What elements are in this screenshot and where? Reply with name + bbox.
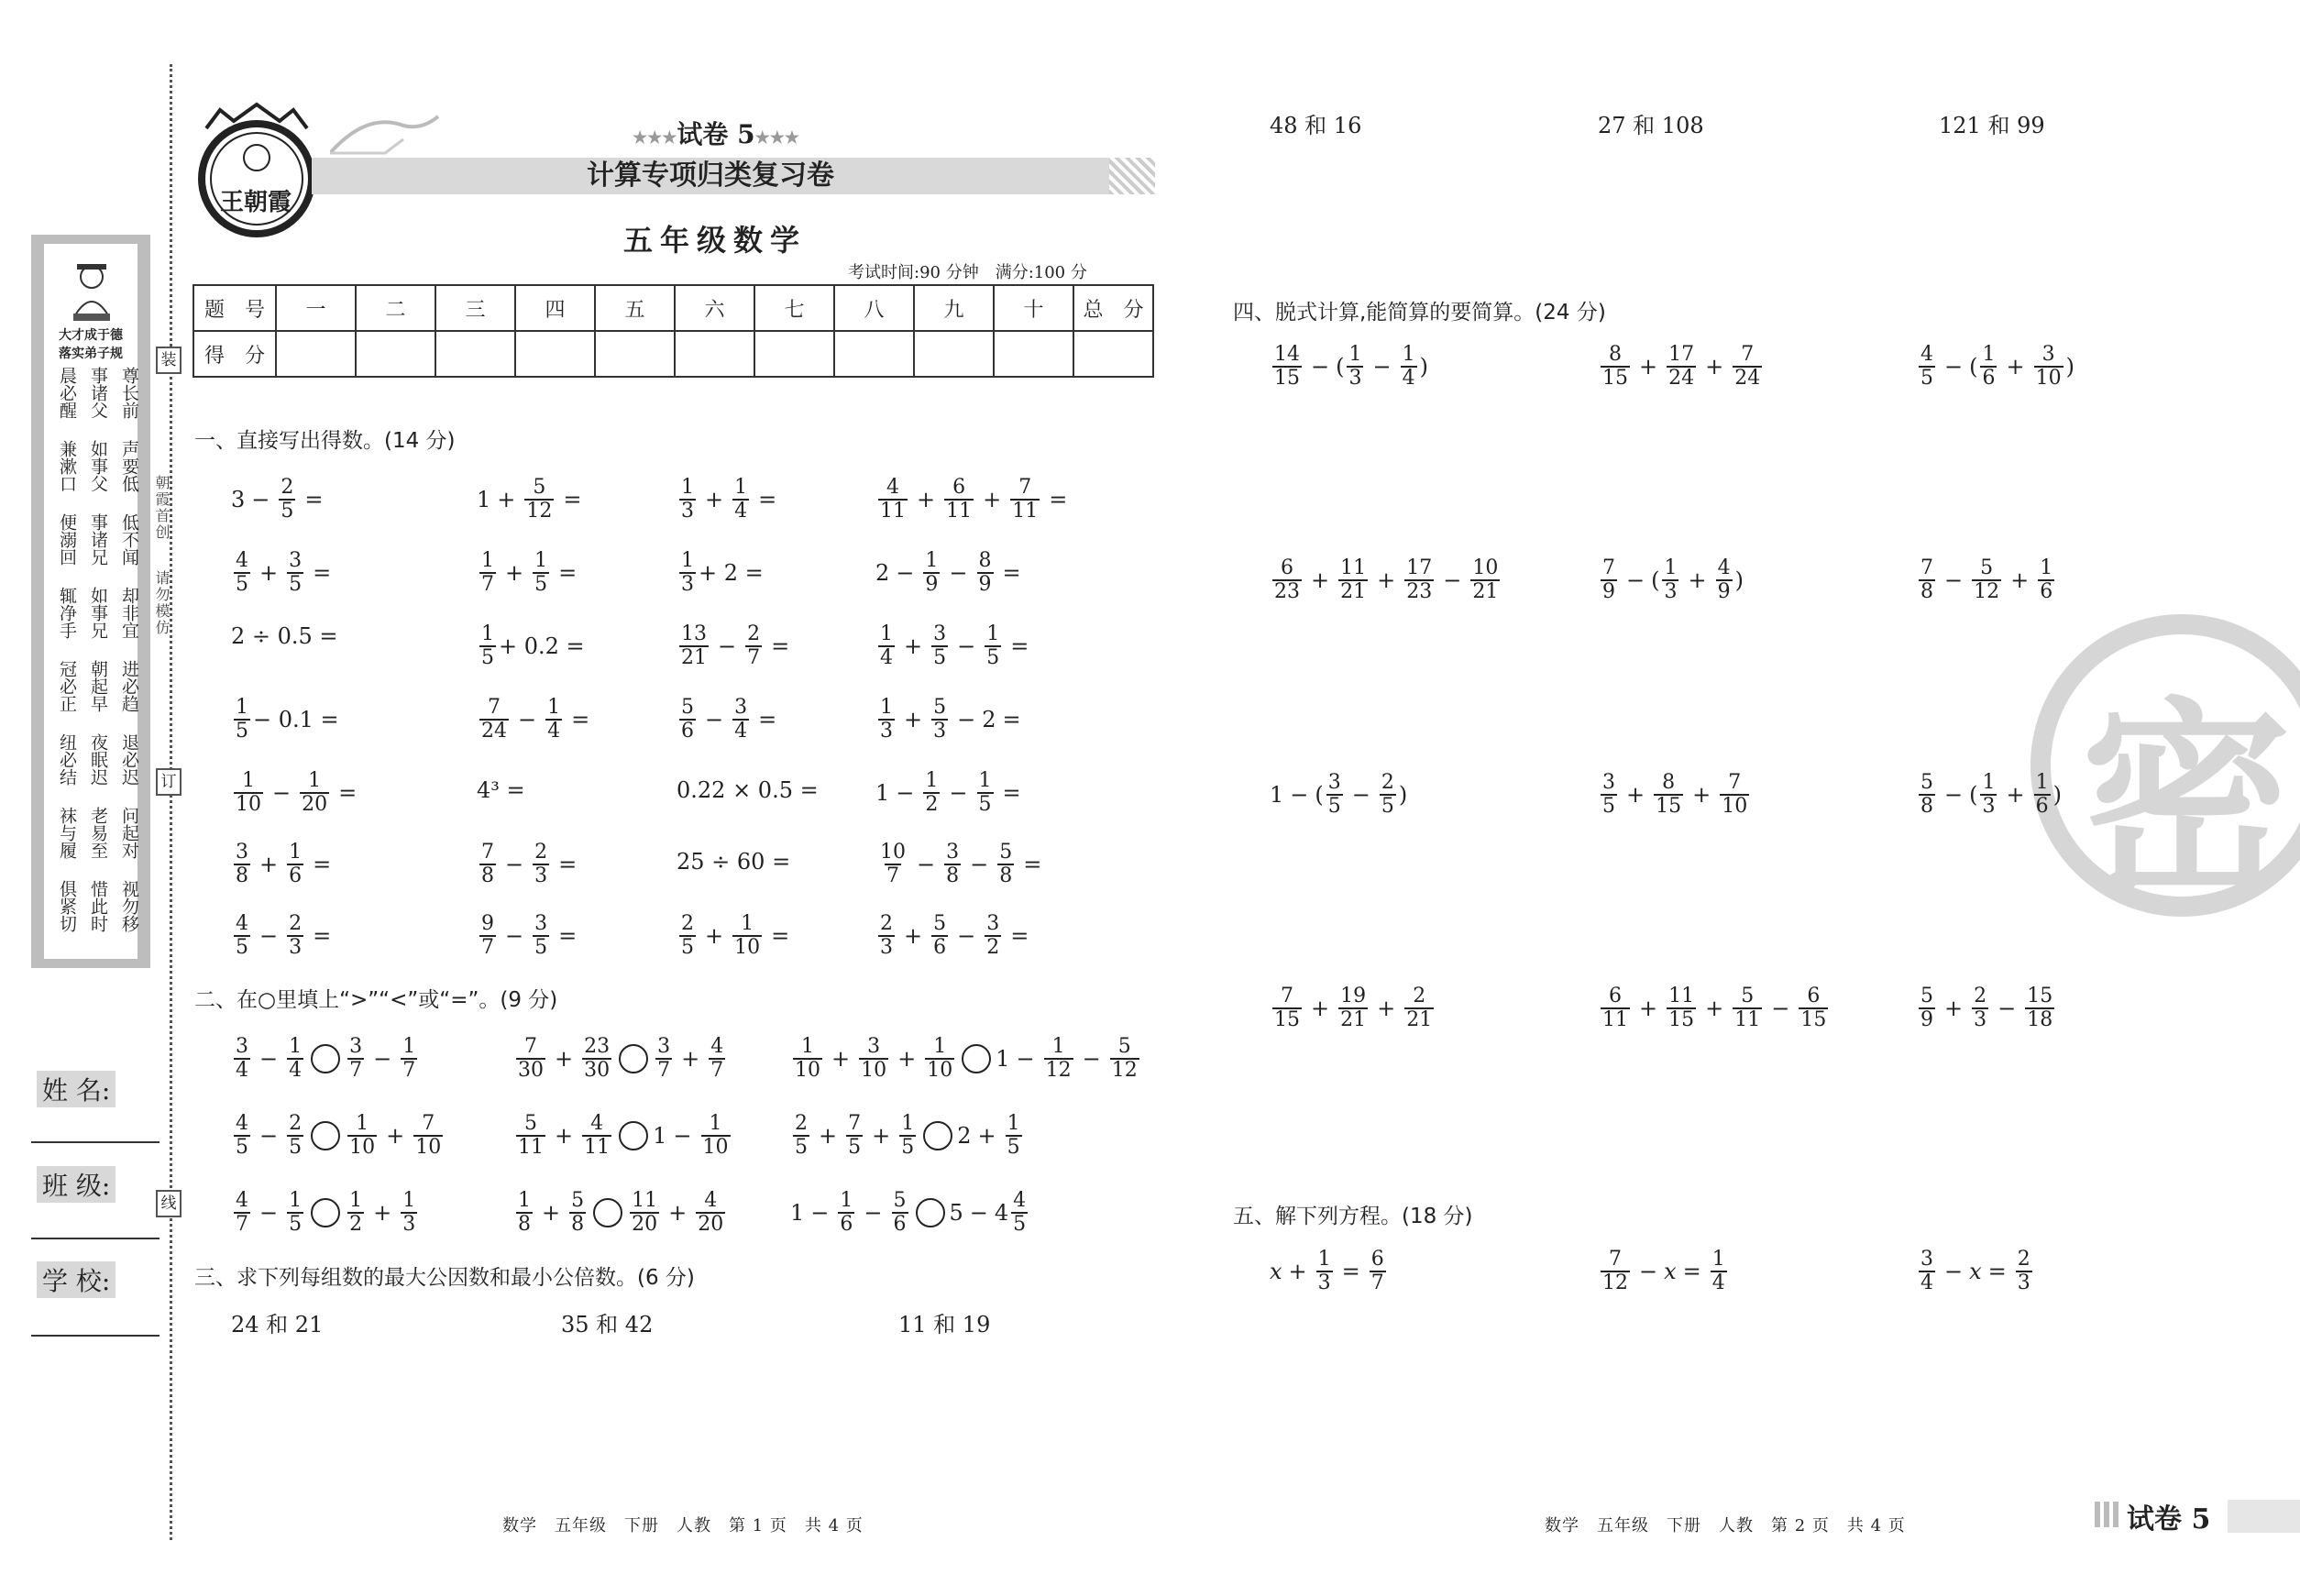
- s1-q13: 1 5 − 0.1 =: [236, 696, 339, 743]
- badge-bar: [2228, 1500, 2300, 1533]
- score-header-cell: 四: [515, 285, 595, 331]
- motto-line: 便溺回: [57, 513, 77, 566]
- s2-q3: 1 10 + $\frac{3}{10}$ + $\frac{1}{10}$ 1 − $\frac{1}{12}$ − $\frac{5}{12}$: [795, 1035, 1138, 1082]
- motto-line: 晨必醒: [57, 367, 77, 419]
- s2-q2: 7 30 + $\frac{23}{30}$ 3 7 + $\frac{4}{7}$: [518, 1035, 724, 1082]
- class-label: 班 级:: [37, 1166, 116, 1203]
- motto-line: 却非宜: [119, 587, 139, 639]
- s4-q2: 8 15 + $\frac{17}{24}$ + $\frac{7}{24}$: [1602, 343, 1761, 390]
- s1-q17: 1 10 − $\frac{1}{20}$ =: [236, 769, 358, 816]
- s4-q1: 14 15 − ( $\frac{1}{3}$ − $\frac{1}{4}$ ): [1274, 343, 1428, 390]
- s1-q28: 2 3 + $\frac{5}{6}$ − $\frac{3}{2}$ =: [880, 912, 1029, 959]
- s1-q11: 13 21 − $\frac{2}{7}$ =: [681, 622, 790, 669]
- score-input-cell[interactable]: [675, 331, 754, 377]
- motto-head-1: 大才成于德: [59, 328, 123, 343]
- s4-q7: 1 − ( $\frac{3}{5}$ − $\frac{2}{5}$ ): [1270, 771, 1408, 818]
- score-input-cell[interactable]: [595, 331, 675, 377]
- score-input-cell[interactable]: [994, 331, 1073, 377]
- score-label-cell: 得 分: [193, 331, 276, 377]
- compare-circle[interactable]: [311, 1198, 340, 1227]
- vertical-note-1: 朝霞首创: [153, 475, 171, 541]
- compare-circle[interactable]: [619, 1044, 648, 1073]
- s3-pair-5: 27 和 108: [1598, 113, 1704, 138]
- s1-q9: 2 ÷ 0.5 =: [231, 623, 338, 649]
- motto-line: 退必迟: [119, 733, 139, 786]
- s2-q8: 1 8 + $\frac{5}{8}$ 11 20 + $\frac{4}{20}$: [518, 1189, 724, 1236]
- s5-q1: x + $\frac{1}{3}$ = $\frac{6}{7}$: [1270, 1248, 1384, 1294]
- motto-line: 纽必结: [57, 733, 77, 786]
- score-header-cell: 八: [834, 285, 914, 331]
- motto-line: 俱紧切: [57, 880, 77, 932]
- watermark-text: 密: [2081, 681, 2293, 926]
- compare-circle[interactable]: [619, 1121, 648, 1150]
- name-label: 姓 名:: [37, 1071, 116, 1107]
- motto-line: 兼漱口: [57, 440, 77, 492]
- ribbon-icon: [330, 103, 440, 158]
- s1-q12: 1 4 + $\frac{3}{5}$ − $\frac{1}{5}$ =: [880, 622, 1029, 669]
- s1-q25: 4 5 − $\frac{2}{3}$ =: [236, 912, 332, 959]
- compare-circle[interactable]: [311, 1121, 340, 1150]
- s1-q21: 3 8 + $\frac{1}{6}$ =: [236, 841, 332, 887]
- s2-q5: 5 11 + $\frac{4}{11}$ 1 − $\frac{1}{10}$: [518, 1112, 729, 1159]
- s4-q5: 7 9 − ( $\frac{1}{3}$ + $\frac{4}{9}$ ): [1602, 556, 1744, 603]
- s1-q16: 1 3 + $\frac{5}{3}$ − 2 =: [880, 696, 1021, 743]
- s4-q6: 7 8 − $\frac{5}{12}$ + $\frac{1}{6}$: [1920, 556, 2053, 603]
- s1-q22: 7 8 − $\frac{2}{3}$ =: [481, 841, 578, 887]
- s1-q23: 25 ÷ 60 =: [677, 849, 791, 875]
- footer-left: 数学 五年级 下册 人教 第 1 页 共 4 页: [502, 1516, 864, 1535]
- motto-line: 进必趋: [119, 660, 139, 712]
- compare-circle[interactable]: [916, 1198, 945, 1227]
- motto-line: 夜眠迟: [88, 733, 108, 786]
- s1-q7: 1 3 + 2 =: [681, 549, 764, 596]
- s5-q3: 3 4 − x = $\frac{2}{3}$: [1920, 1248, 2030, 1294]
- compare-circle[interactable]: [962, 1044, 991, 1073]
- motto-line: 尊长前: [119, 367, 139, 419]
- motto-line: 惜此时: [88, 880, 108, 932]
- s3-pair-1: 24 和 21: [231, 1312, 324, 1337]
- score-header-cell: 七: [754, 285, 834, 331]
- s4-q4: 6 23 + $\frac{11}{21}$ + $\frac{17}{23}$ − $\frac{10}{21}$: [1274, 556, 1499, 603]
- s1-q5: 4 5 + $\frac{3}{5}$ =: [236, 549, 332, 596]
- score-input-cell[interactable]: [515, 331, 595, 377]
- motto-line: 朝起早: [88, 660, 108, 712]
- s1-q27: 2 5 + $\frac{1}{10}$ =: [681, 912, 790, 959]
- score-header-cell: 六: [675, 285, 754, 331]
- s2-q9: 1 − $\frac{1}{6}$ − $\frac{5}{6}$ 5 − 4 $\frac{4}{5}$: [790, 1189, 1027, 1236]
- cut-mark-1: 装: [156, 347, 182, 374]
- scholar-figure: [72, 260, 112, 325]
- motto-line: 老易至: [88, 807, 108, 859]
- score-header-cell: 一: [276, 285, 356, 331]
- score-header-cell: 九: [914, 285, 994, 331]
- score-input-cell[interactable]: [1073, 331, 1153, 377]
- compare-circle[interactable]: [311, 1044, 340, 1073]
- motto-line: 低不闻: [119, 513, 139, 566]
- name-field[interactable]: [31, 1141, 160, 1143]
- score-input-cell[interactable]: [356, 331, 435, 377]
- section4-title: 四、脱式计算,能简算的要简算。(24 分): [1233, 301, 1606, 325]
- motto-line: 声要低: [119, 440, 139, 492]
- s1-q14: 7 24 − $\frac{1}{4}$ =: [481, 696, 590, 743]
- motto-line: 视勿移: [119, 880, 139, 932]
- s4-q10: 7 15 + $\frac{19}{21}$ + $\frac{2}{21}$: [1274, 985, 1433, 1031]
- school-field[interactable]: [31, 1335, 160, 1337]
- grade-title: 五年级数学: [623, 223, 808, 258]
- s3-pair-4: 48 和 16: [1270, 113, 1362, 138]
- motto-line: 冠必正: [57, 660, 77, 712]
- score-header-cell: 三: [435, 285, 515, 331]
- cut-mark-3: 线: [156, 1190, 182, 1217]
- s3-pair-3: 11 和 19: [898, 1312, 991, 1337]
- s5-q2: 7 12 − x = $\frac{1}{4}$: [1602, 1248, 1725, 1294]
- score-input-cell[interactable]: [754, 331, 834, 377]
- score-header-cell: 十: [994, 285, 1073, 331]
- s3-pair-6: 121 和 99: [1939, 113, 2045, 138]
- score-input-cell[interactable]: [276, 331, 356, 377]
- section1-title: 一、直接写出得数。(14 分): [194, 429, 456, 453]
- score-input-cell[interactable]: [435, 331, 515, 377]
- s4-q12: 5 9 + $\frac{2}{3}$ − $\frac{15}{18}$: [1920, 985, 2053, 1031]
- s1-q24: 10 7 − $\frac{3}{8}$ − $\frac{5}{8}$ =: [880, 841, 1042, 887]
- section3-title: 三、求下列每组数的最大公因数和最小公倍数。(6 分): [194, 1266, 695, 1290]
- s4-q3: 4 5 − ( $\frac{1}{6}$ + $\frac{3}{10}$ ): [1920, 343, 2074, 390]
- badge-pattern: [2095, 1502, 2120, 1527]
- s1-q18: 4³ =: [477, 777, 525, 803]
- exam-info: 考试时间:90 分钟 满分:100 分: [848, 263, 1087, 282]
- motto-line: 如事父: [88, 440, 108, 492]
- s1-q19: 0.22 × 0.5 =: [677, 777, 819, 803]
- s1-q20: 1 − $\frac{1}{2}$ − $\frac{1}{5}$ =: [875, 769, 1021, 816]
- s2-q7: 4 7 − $\frac{1}{5}$ 1 2 + $\frac{1}{3}$: [236, 1189, 416, 1236]
- vertical-note-2: 请勿模仿: [153, 570, 171, 636]
- motto-line: 事诸兄: [88, 513, 108, 566]
- s1-q2: 1 + $\frac{5}{12}$ =: [477, 476, 582, 523]
- banner-pattern: [1109, 158, 1155, 194]
- s4-q11: 6 11 + $\frac{11}{15}$ + $\frac{5}{11}$ − $\frac{6}{15}$: [1602, 985, 1827, 1031]
- cut-line: [170, 64, 172, 1540]
- s4-q9: 5 8 − ( $\frac{1}{3}$ + $\frac{1}{6}$ ): [1920, 771, 2062, 818]
- banner-title: 计算专项归类复习卷: [587, 160, 834, 192]
- motto-line: 问起对: [119, 807, 139, 859]
- score-header-cell: 题 号: [193, 285, 276, 331]
- s1-q6: 1 7 + $\frac{1}{5}$ =: [481, 549, 578, 596]
- score-table: [193, 284, 1154, 378]
- section5-title: 五、解下列方程。(18 分): [1233, 1205, 1473, 1228]
- footer-right: 数学 五年级 下册 人教 第 2 页 共 4 页: [1545, 1516, 1906, 1535]
- motto-line: 辄净手: [57, 587, 77, 639]
- s1-q15: 5 6 − $\frac{3}{4}$ =: [681, 696, 777, 743]
- motto-line: 袜与履: [57, 807, 77, 859]
- score-header-cell: 二: [356, 285, 435, 331]
- s1-q26: 9 7 − $\frac{3}{5}$ =: [481, 912, 578, 959]
- paper-badge: 试卷 5: [2127, 1503, 2211, 1535]
- class-field[interactable]: [31, 1238, 160, 1239]
- motto-line: 事诸父: [88, 367, 108, 419]
- compare-circle[interactable]: [923, 1121, 952, 1150]
- s4-q8: 3 5 + $\frac{8}{15}$ + $\frac{7}{10}$: [1602, 771, 1748, 818]
- logo-text: 王朝霞: [220, 189, 292, 216]
- score-header-cell: 总 分: [1073, 285, 1153, 331]
- s1-q8: 2 − $\frac{1}{9}$ − $\frac{8}{9}$ =: [875, 549, 1021, 596]
- s2-q4: 4 5 − $\frac{2}{5}$ 1 10 + $\frac{7}{10}$: [236, 1112, 442, 1159]
- s1-q10: 1 5 + 0.2 =: [481, 622, 585, 669]
- s2-q6: 2 5 + $\frac{7}{5}$ + $\frac{1}{5}$ 2 + $\frac{1}{5}$: [795, 1112, 1020, 1159]
- motto-head-2: 落实弟子规: [59, 347, 123, 361]
- score-input-cell[interactable]: [914, 331, 994, 377]
- section2-title: 二、在○里填上“>”“<”或“=”。(9 分): [194, 988, 558, 1012]
- s1-q4: 4 11 + $\frac{6}{11}$ + $\frac{7}{11}$ =: [880, 476, 1068, 523]
- score-input-cell[interactable]: [834, 331, 914, 377]
- motto-line: 如事兄: [88, 587, 108, 639]
- compare-circle[interactable]: [593, 1198, 622, 1227]
- s1-q1: 3 − $\frac{2}{5}$ =: [231, 476, 324, 523]
- score-header-cell: 五: [595, 285, 675, 331]
- s2-q1: 3 4 − $\frac{1}{4}$ 3 7 − $\frac{1}{7}$: [236, 1035, 416, 1082]
- paper-number: ★★★试卷 5★★★: [633, 119, 800, 149]
- cut-mark-2: 订: [156, 768, 182, 796]
- school-label: 学 校:: [37, 1261, 116, 1298]
- s1-q3: 1 3 + $\frac{1}{4}$ =: [681, 476, 777, 523]
- s3-pair-2: 35 和 42: [561, 1312, 654, 1337]
